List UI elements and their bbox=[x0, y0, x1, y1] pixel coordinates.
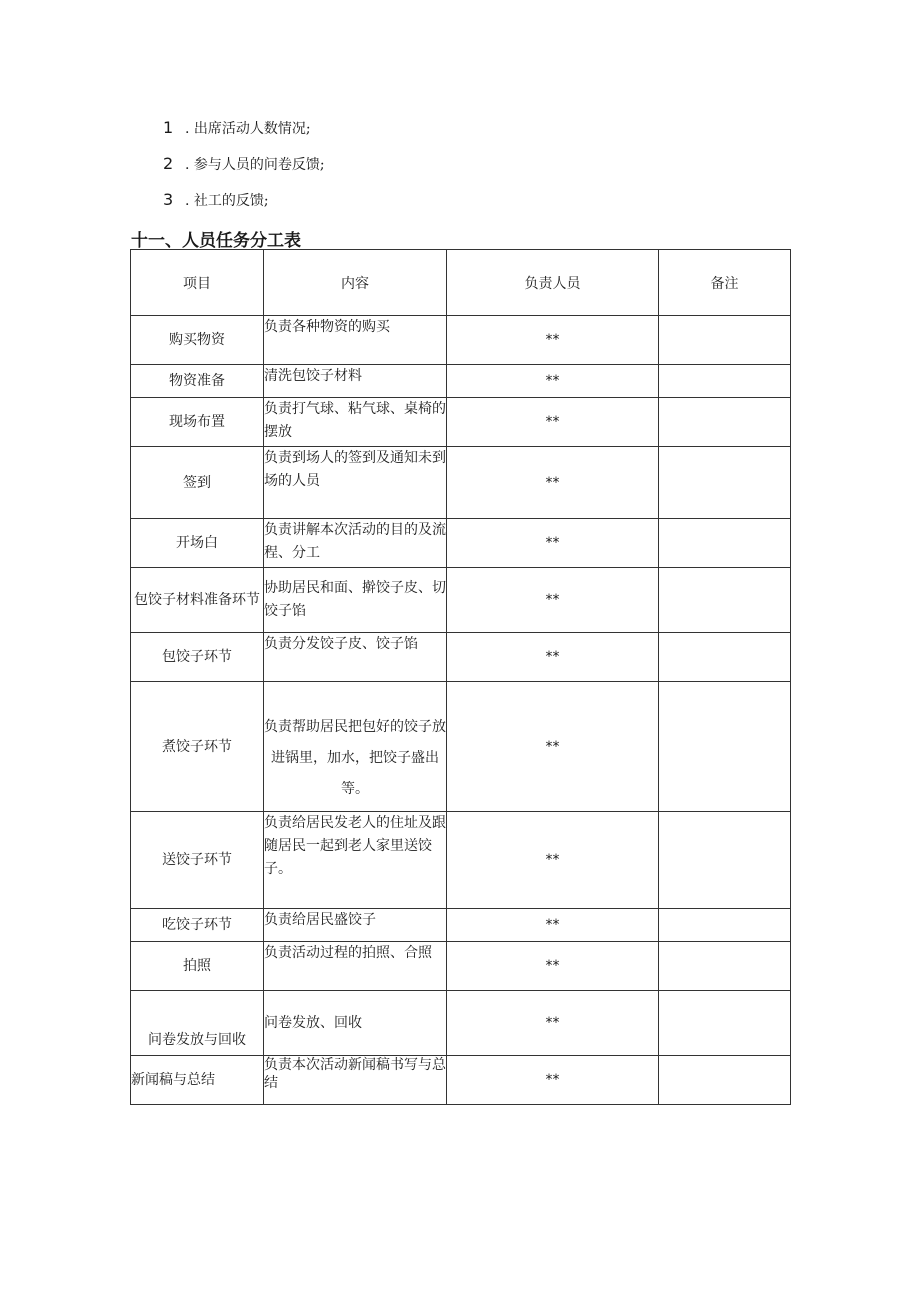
cell-content: 负责到场人的签到及通知未到场的人员 bbox=[264, 447, 447, 519]
cell-note bbox=[659, 365, 791, 398]
cell-content: 协助居民和面、擀饺子皮、切饺子馅 bbox=[264, 568, 447, 633]
summary-list bbox=[163, 116, 325, 224]
table-row bbox=[131, 909, 791, 942]
cell-note bbox=[659, 1056, 791, 1105]
cell-item: 购买物资 bbox=[131, 316, 264, 365]
list-number: 3 bbox=[163, 190, 174, 209]
cell-content: 负责给居民盛饺子 bbox=[264, 909, 447, 942]
list-number: 2 bbox=[163, 154, 174, 173]
cell-note bbox=[659, 909, 791, 942]
cell-item: 签到 bbox=[131, 447, 264, 519]
header-item: 项目 bbox=[131, 250, 264, 316]
section-title: 十一、人员任务分工表 bbox=[131, 231, 301, 251]
cell-item: 物资准备 bbox=[131, 365, 264, 398]
header-person: 负责人员 bbox=[447, 250, 659, 316]
cell-content: 问卷发放、回收 bbox=[264, 991, 447, 1056]
table-row bbox=[131, 519, 791, 568]
cell-person: ** bbox=[447, 633, 659, 682]
table-row bbox=[131, 942, 791, 991]
cell-person: ** bbox=[447, 812, 659, 909]
cell-item: 吃饺子环节 bbox=[131, 909, 264, 942]
table-row bbox=[131, 812, 791, 909]
header-content: 内容 bbox=[264, 250, 447, 316]
cell-person: ** bbox=[447, 991, 659, 1056]
header-note: 备注 bbox=[659, 250, 791, 316]
cell-person: ** bbox=[447, 909, 659, 942]
cell-note bbox=[659, 991, 791, 1056]
cell-item: 拍照 bbox=[131, 942, 264, 991]
cell-note bbox=[659, 519, 791, 568]
cell-item: 开场白 bbox=[131, 519, 264, 568]
cell-item: 包饺子环节 bbox=[131, 633, 264, 682]
cell-content: 负责各种物资的购买 bbox=[264, 316, 447, 365]
cell-content: 负责活动过程的拍照、合照 bbox=[264, 942, 447, 991]
table-row bbox=[131, 447, 791, 519]
cell-note bbox=[659, 316, 791, 365]
cell-person: ** bbox=[447, 365, 659, 398]
table-row bbox=[131, 365, 791, 398]
cell-person: ** bbox=[447, 682, 659, 812]
cell-note bbox=[659, 633, 791, 682]
cell-person: ** bbox=[447, 519, 659, 568]
cell-person: ** bbox=[447, 942, 659, 991]
list-text: . 参与人员的问卷反馈; bbox=[185, 157, 325, 173]
cell-note bbox=[659, 568, 791, 633]
list-item bbox=[163, 152, 325, 188]
table-row bbox=[131, 682, 791, 812]
table-row bbox=[131, 633, 791, 682]
cell-person: ** bbox=[447, 316, 659, 365]
table-row bbox=[131, 568, 791, 633]
cell-content: 负责讲解本次活动的目的及流程、分工 bbox=[264, 519, 447, 568]
table-row bbox=[131, 316, 791, 365]
list-text: . 社工的反馈; bbox=[185, 193, 269, 209]
cell-item: 新闻稿与总结 bbox=[131, 1056, 264, 1105]
cell-note bbox=[659, 682, 791, 812]
list-text: . 出席活动人数情况; bbox=[185, 121, 311, 137]
cell-content: 负责帮助居民把包好的饺子放进锅里，加水，把饺子盛出等。 bbox=[264, 682, 447, 812]
cell-item: 包饺子材料准备环节 bbox=[131, 568, 264, 633]
list-item bbox=[163, 116, 325, 152]
cell-person: ** bbox=[447, 398, 659, 447]
list-item bbox=[163, 188, 325, 224]
cell-content: 负责分发饺子皮、饺子馅 bbox=[264, 633, 447, 682]
table-row bbox=[131, 1056, 791, 1105]
cell-item: 煮饺子环节 bbox=[131, 682, 264, 812]
cell-person: ** bbox=[447, 568, 659, 633]
table-header-row bbox=[131, 250, 791, 316]
cell-content: 负责给居民发老人的住址及跟随居民一起到老人家里送饺子。 bbox=[264, 812, 447, 909]
cell-content: 清洗包饺子材料 bbox=[264, 365, 447, 398]
cell-item: 问卷发放与回收 bbox=[131, 991, 264, 1056]
cell-note bbox=[659, 447, 791, 519]
table-row bbox=[131, 398, 791, 447]
cell-note bbox=[659, 812, 791, 909]
cell-note bbox=[659, 942, 791, 991]
cell-person: ** bbox=[447, 1056, 659, 1105]
list-number: 1 bbox=[163, 118, 174, 137]
cell-item: 现场布置 bbox=[131, 398, 264, 447]
cell-person: ** bbox=[447, 447, 659, 519]
cell-note bbox=[659, 398, 791, 447]
cell-content: 负责本次活动新闻稿书写与总结 bbox=[264, 1056, 447, 1105]
cell-content: 负责打气球、粘气球、桌椅的摆放 bbox=[264, 398, 447, 447]
table-row bbox=[131, 991, 791, 1056]
task-assignment-table bbox=[130, 249, 791, 1105]
cell-item: 送饺子环节 bbox=[131, 812, 264, 909]
